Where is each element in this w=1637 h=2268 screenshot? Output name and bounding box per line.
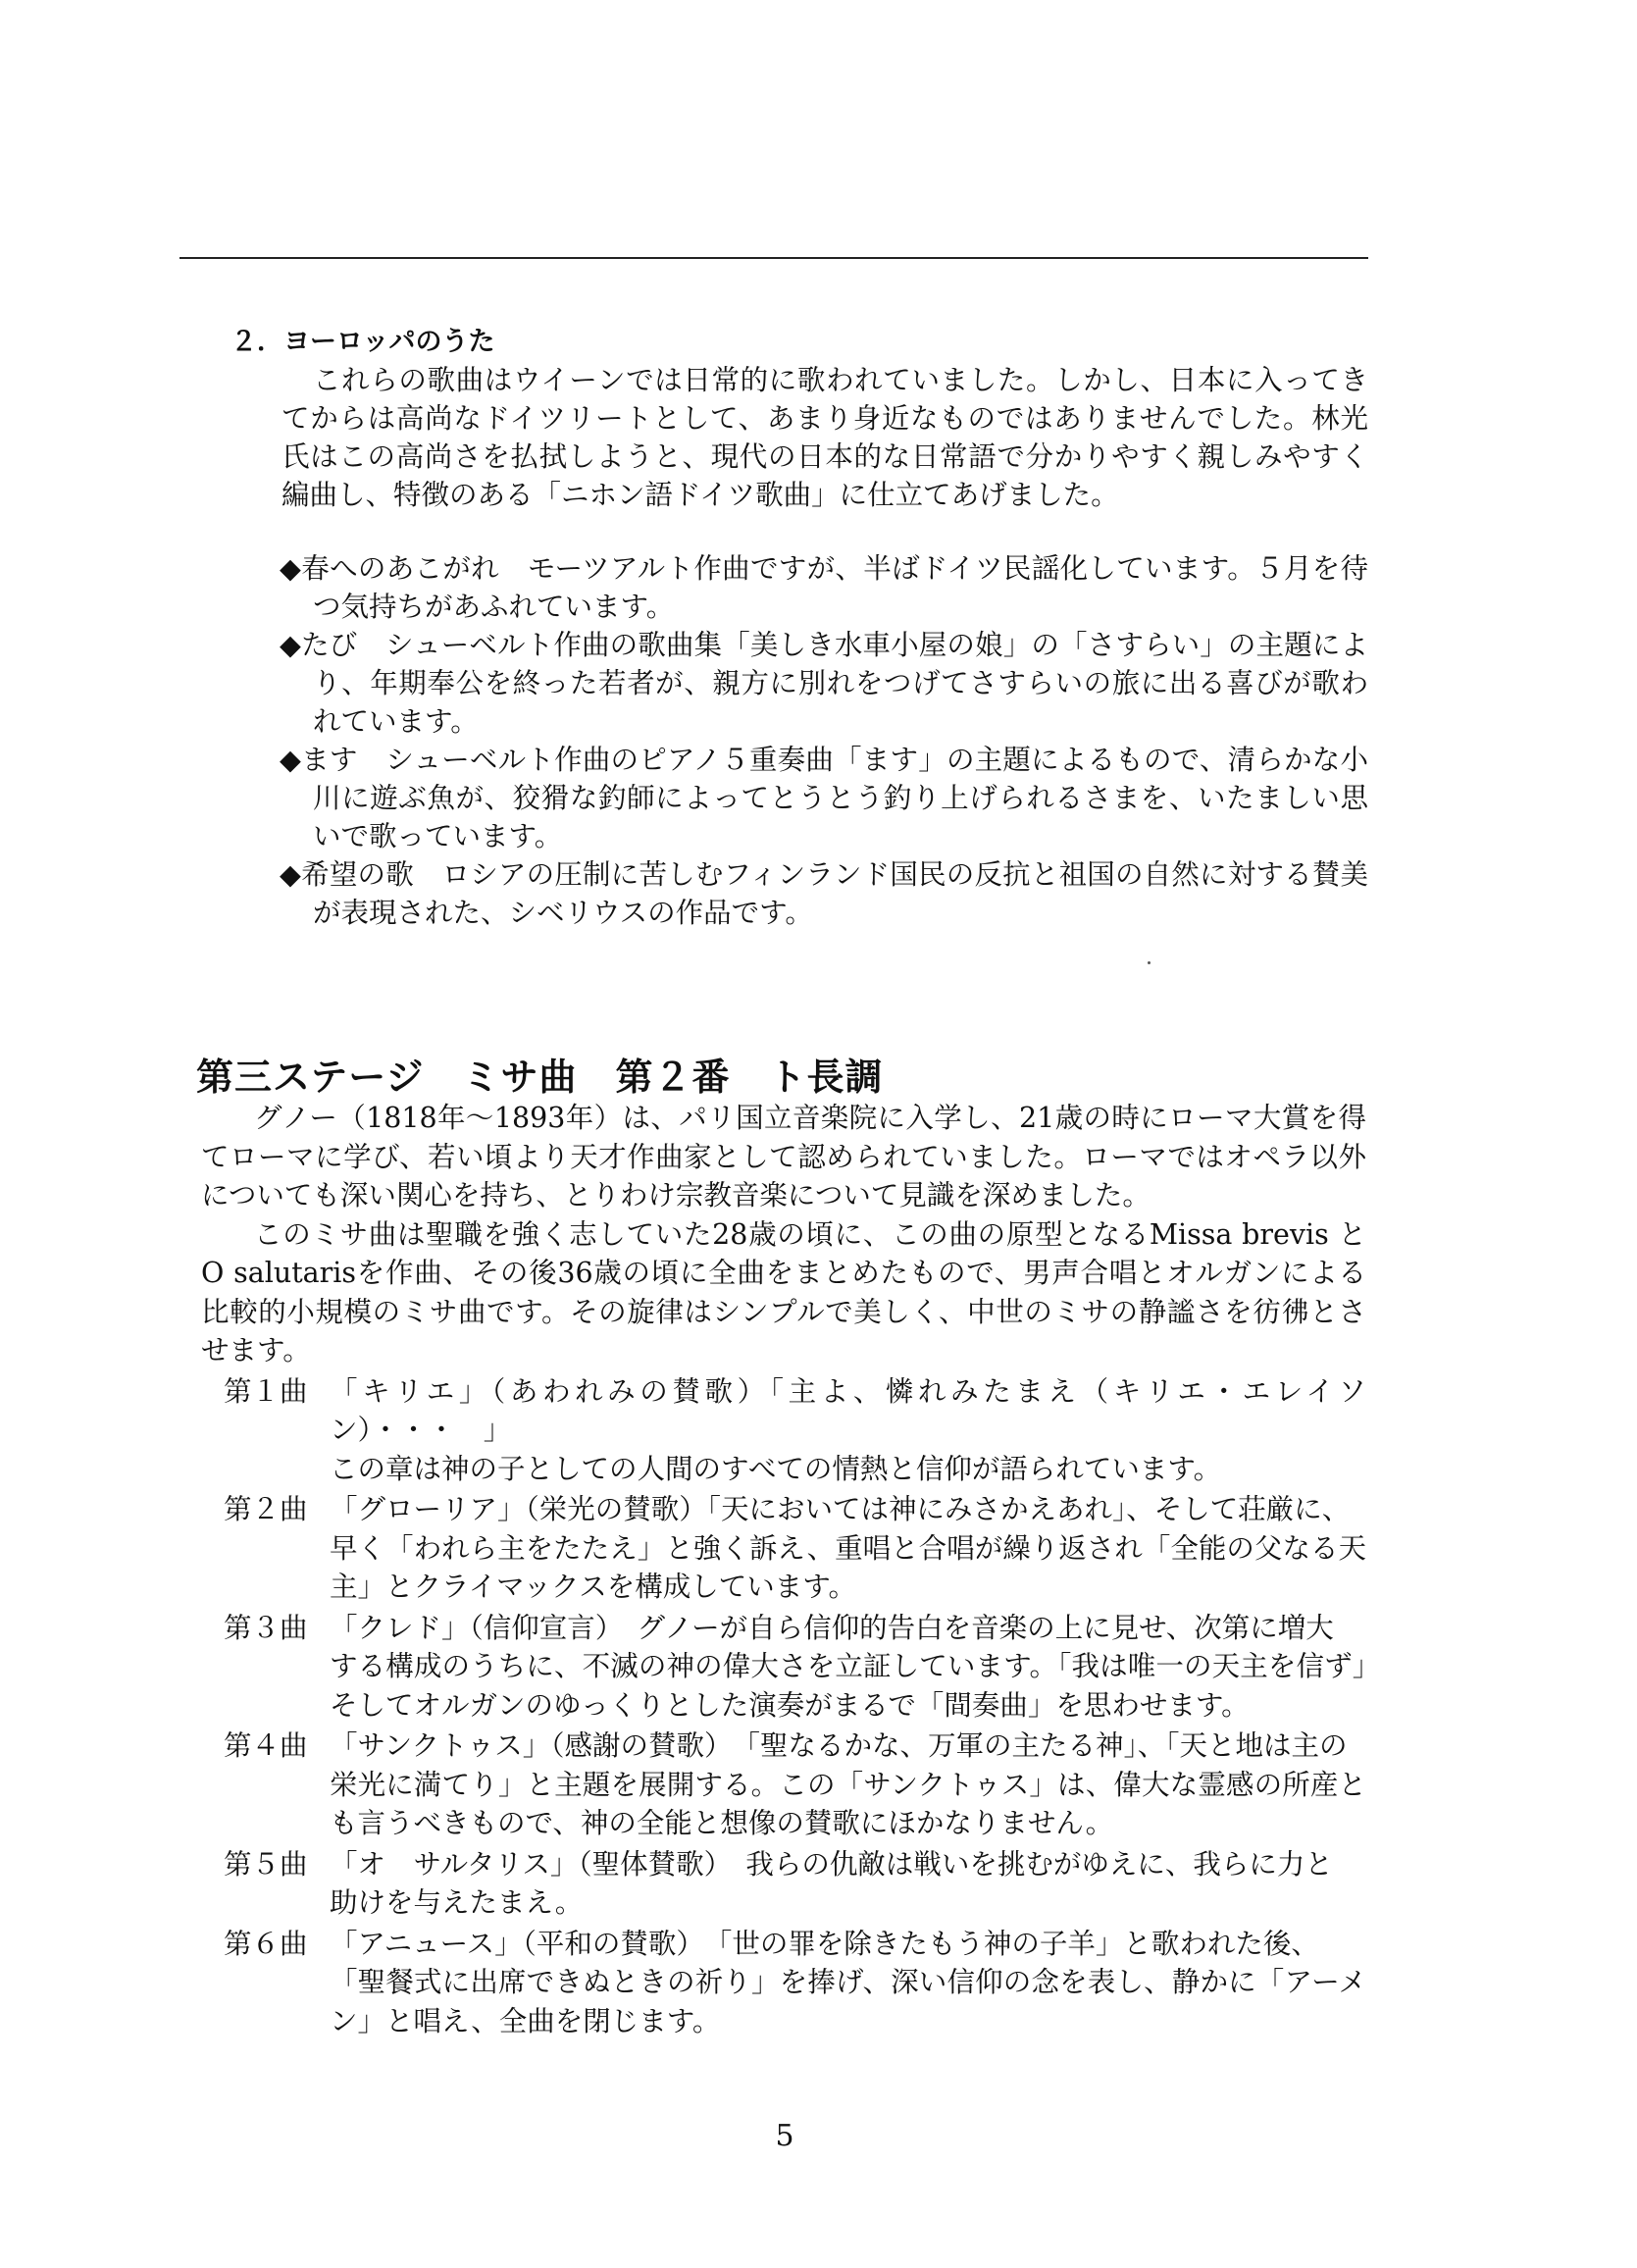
song-item bbox=[280, 626, 1368, 741]
movement-title: 「オ サルタリス」（聖体賛歌） 我らの仇敵は戦いを挑むがゆえに、我らに力と bbox=[330, 1847, 1333, 1881]
section-title: ２．ヨーロッパのうた bbox=[230, 327, 495, 357]
diamond-bullet-icon: ◆ bbox=[280, 552, 302, 585]
movement-title: 「グローリア」（栄光の賛歌）「天においては神にみさかえあれ」、そして荘厳に、 bbox=[330, 1493, 1351, 1525]
song-text: 春へのあこがれ モーツアルト作曲ですが、半ばドイツ民謡化しています。５月を待つ気持ちがあふれています。 bbox=[301, 552, 1368, 623]
song-item bbox=[280, 855, 1368, 932]
movement-number: 第６曲 bbox=[224, 1927, 308, 1960]
song-item bbox=[280, 741, 1368, 855]
movement-desc: 早く「われら主をたたえ」と強く訴え、重唱と合唱が繰り返され「全能の父なる天主」とクライマックスを構成しています。 bbox=[330, 1531, 1366, 1603]
movement-desc: 助けを与えたまえ。 bbox=[330, 1886, 584, 1919]
movement-title: 「サンクトゥス」（感謝の賛歌） 「聖なるかな、万軍の主たる神」、「天と地は主の bbox=[330, 1729, 1348, 1762]
movement-body bbox=[330, 1609, 1366, 1726]
movement-desc: する構成のうちに、不滅の神の偉大さを立証しています。「我は唯一の天主を信ず」そしてオルガンのゆっくりとした演奏がまるで「間奏曲」を思わせます。 bbox=[330, 1650, 1366, 1722]
page-number: 5 bbox=[775, 2119, 794, 2153]
movement-number: 第４曲 bbox=[224, 1729, 308, 1762]
movement-row bbox=[201, 1372, 1366, 1489]
song-list bbox=[221, 549, 1368, 932]
movement-body bbox=[330, 1372, 1366, 1489]
movement-body bbox=[330, 1727, 1366, 1843]
diamond-bullet-icon: ◆ bbox=[280, 858, 302, 891]
movement-row bbox=[201, 1845, 1366, 1923]
section-intro: これらの歌曲はウイーンでは日常的に歌われていました。しかし、日本に入ってきてからは高尚なドイツリートとして、あまり身近なものではありませんでした。林光氏はこの高尚さを払拭しようと、現代の日本的な日常語で分かりやすく親しみやすく編曲し、特徴のある「ニホン語ドイツ歌曲」に仕立てあげました。 bbox=[281, 364, 1368, 511]
movement-row bbox=[201, 1925, 1366, 2041]
stage-three bbox=[201, 1099, 1366, 2040]
song-item bbox=[280, 549, 1368, 626]
movement-body bbox=[330, 1925, 1366, 2041]
scan-speck bbox=[1148, 961, 1151, 964]
movement-title: 「クレド」（信仰宣言） グノーが自ら信仰的告白を音楽の上に見せ、次第に増大 bbox=[330, 1611, 1334, 1644]
header-rule bbox=[179, 257, 1368, 259]
movement-number: 第２曲 bbox=[224, 1493, 308, 1525]
song-text: たび シューベルト作曲の歌曲集「美しき水車小屋の娘」の「さすらい」の主題により、年期奉公を終った若者が、親方に別れをつげてさすらいの旅に出る喜びが歌われています。 bbox=[301, 629, 1369, 738]
song-text: ます シューベルト作曲のピアノ５重奏曲「ます」の主題によるもので、清らかな小川に遊ぶ魚が、狡猾な釣師によってとうとう釣り上げられるさまを、いたましい思いで歌っています。 bbox=[301, 744, 1369, 852]
song-text: 希望の歌 ロシアの圧制に苦しむフィンランド国民の反抗と祖国の自然に対する賛美が表現された、シベリウスの作品です。 bbox=[301, 858, 1368, 929]
movement-title: 「キリエ」（あわれみの賛歌）「主よ、憐れみたまえ（キリエ・エレイソン）・・・ 」 bbox=[330, 1374, 1366, 1446]
movement-body bbox=[330, 1845, 1366, 1923]
diamond-bullet-icon: ◆ bbox=[280, 744, 302, 776]
movement-row bbox=[201, 1727, 1366, 1843]
movement-row bbox=[201, 1490, 1366, 1607]
section-europe-songs bbox=[221, 324, 1368, 932]
movement-title: 「アニュース」（平和の賛歌） 「世の罪を除きたもう神の子羊」と歌われた後、 bbox=[330, 1927, 1319, 1960]
stage-paragraph: このミサ曲は聖職を強く志していた28歳の頃に、この曲の原型となるMissa brevis とO salutarisを作曲、その後36歳の頃に全曲をまとめたもので、男声合唱とオルガンによる比較的小規模のミサ曲です。その旋律はシンプルで美しく、中世のミサの静謐さを彷彿とさせます。 bbox=[201, 1217, 1366, 1366]
movement-number: 第５曲 bbox=[224, 1847, 308, 1881]
movement-desc: 栄光に満てり」と主題を展開する。この「サンクトゥス」は、偉大な霊感の所産とも言うべきもので、神の全能と想像の賛歌にほかなりません。 bbox=[330, 1768, 1366, 1839]
stage-title: 第三ステージ ミサ曲 第２番 ト長調 bbox=[196, 1054, 884, 1099]
movement-number: 第３曲 bbox=[224, 1611, 308, 1644]
movement-desc: この章は神の子としての人間のすべての情熱と信仰が語られています。 bbox=[330, 1452, 1222, 1485]
movement-number: 第１曲 bbox=[224, 1374, 308, 1408]
movement-body bbox=[330, 1490, 1366, 1607]
diamond-bullet-icon: ◆ bbox=[280, 629, 302, 661]
stage-paragraph: グノー（1818年～1893年）は、パリ国立音楽院に入学し、21歳の時にローマ大賞を得てローマに学び、若い頃より天才作曲家として認められていました。ローマではオペラ以外についても深い関心を持ち、とりわけ宗教音楽について見識を深めました。 bbox=[201, 1102, 1366, 1211]
movement-row bbox=[201, 1609, 1366, 1726]
movement-desc: 「聖餐式に出席できぬときの祈り」を捧げ、深い信仰の念を表し、静かに「アーメン」と唱え、全曲を閉じます。 bbox=[330, 1966, 1366, 2037]
